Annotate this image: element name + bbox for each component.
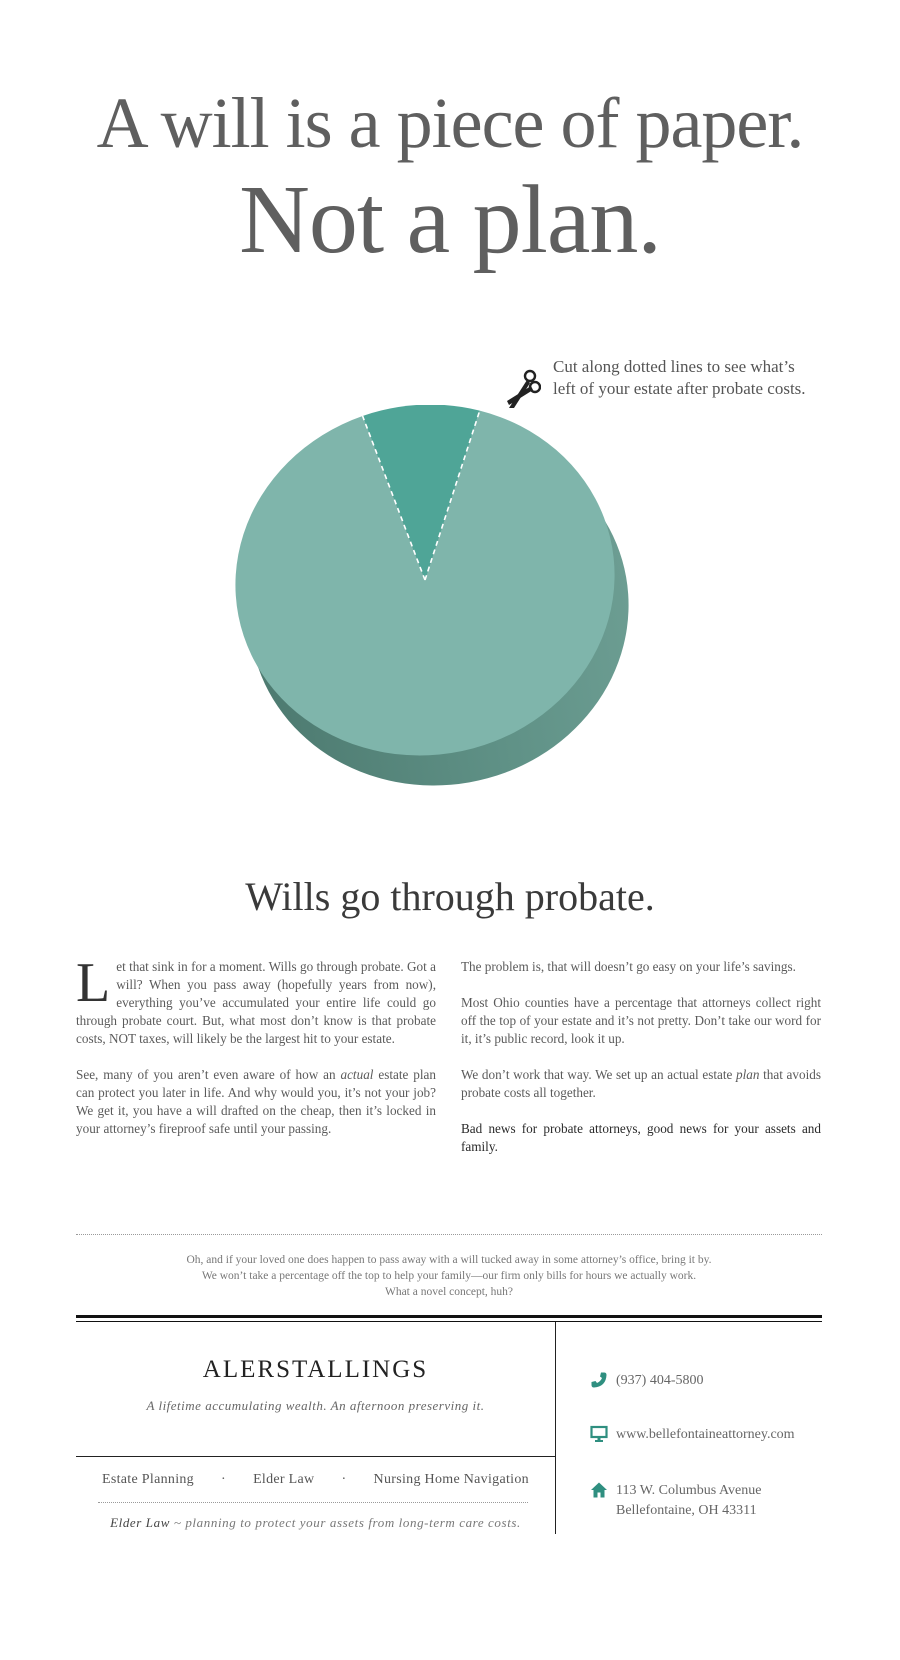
service-separator: ·: [221, 1472, 227, 1487]
body-right-p4: Bad news for probate attorneys, good news for your assets and family.: [461, 1121, 821, 1154]
footer-rule-thick: [76, 1315, 822, 1318]
elder-law-label: Elder Law: [110, 1515, 170, 1530]
brand-logo: ALERSTALLINGS: [202, 1356, 429, 1383]
body-left-column: [76, 952, 436, 1156]
body-left-p2-b: estate plan can protect you later in life. And why would you, it’s not your job? We get it, you have a will drafted on the cheap, then it’s locked in your attorney’s fireproof safe until your passing.: [76, 1067, 436, 1136]
elder-law-note: [76, 1515, 555, 1531]
service-estate-planning: Estate Planning: [102, 1472, 194, 1487]
body-right-column: [461, 958, 821, 1174]
body-right-p3: [461, 1066, 821, 1102]
body-left-p1-text: et that sink in for a moment. Wills go through probate. Got a will? When you pass away (hopefully years from now), everything you’ve accumulated your entire life could go through probate court. But, what most don’t know is that probate costs, NOT taxes, will likely be the largest hit to your estate.: [76, 959, 436, 1046]
home-icon: [590, 1481, 608, 1499]
footer-left-divider: [76, 1456, 555, 1457]
footer-vertical-rule: [555, 1322, 556, 1534]
elder-law-text: ~ planning to protect your assets from long-term care costs.: [170, 1515, 521, 1530]
postscript-line1: Oh, and if your loved one does happen to pass away with a will tucked away in some attorney’s office, bring it by.: [186, 1254, 712, 1266]
cut-note-line2: left of your estate after probate costs.: [553, 379, 806, 398]
website-link[interactable]: www.bellefontaineattorney.com: [616, 1427, 795, 1442]
body-right-p2: Most Ohio counties have a percentage that attorneys collect right off the top of your estate and it’s not pretty. Don’t take our word for it, it’s public record, look it up.: [461, 995, 821, 1046]
cut-note-line1: Cut along dotted lines to see what’s: [553, 357, 795, 376]
footer-rule-thin: [76, 1321, 822, 1322]
postscript-line2: We won’t take a percentage off the top to help your family—our firm only bills for hours we actually work.: [201, 1270, 697, 1282]
body-right-p3-b: that avoids probate costs all together.: [461, 1067, 821, 1100]
services-dotted-divider: [98, 1502, 528, 1503]
body-right-p1: The problem is, that will doesn’t go easy on your life’s savings.: [461, 959, 796, 974]
headline-line2: Not a plan.: [239, 166, 661, 274]
service-elder-law: Elder Law: [253, 1472, 315, 1487]
address: [616, 1481, 761, 1521]
service-nursing-home: Nursing Home Navigation: [373, 1472, 529, 1487]
headline-line1: A will is a piece of paper.: [96, 83, 804, 163]
services-list: [76, 1472, 555, 1488]
postscript-line3: What a novel concept, huh?: [384, 1286, 514, 1298]
body-left-p2-em: actual: [340, 1067, 374, 1082]
phone-number[interactable]: (937) 404-5800: [616, 1373, 704, 1388]
postscript: [76, 1252, 822, 1300]
body-left-p2: [76, 1066, 436, 1138]
service-separator: ·: [341, 1472, 347, 1487]
phone-icon: [590, 1371, 608, 1389]
body-right-p3-em: plan: [736, 1067, 760, 1082]
monitor-icon: [590, 1425, 608, 1443]
brand-tagline: A lifetime accumulating wealth. An afternoon preserving it.: [146, 1398, 485, 1413]
pie-chart: [235, 405, 665, 815]
dotted-divider: [76, 1234, 822, 1235]
address-line1: 113 W. Columbus Avenue: [616, 1483, 762, 1498]
dropcap: L: [76, 952, 111, 1014]
subhead: Wills go through probate.: [245, 874, 655, 919]
cut-note: [553, 356, 873, 400]
body-right-p3-a: We don’t work that way. We set up an actual estate: [461, 1067, 737, 1082]
body-left-p2-a: See, many of you aren’t even aware of how an: [76, 1067, 341, 1082]
address-line2: Bellefontaine, OH 43311: [616, 1503, 757, 1518]
body-left-p1: [76, 952, 436, 1048]
